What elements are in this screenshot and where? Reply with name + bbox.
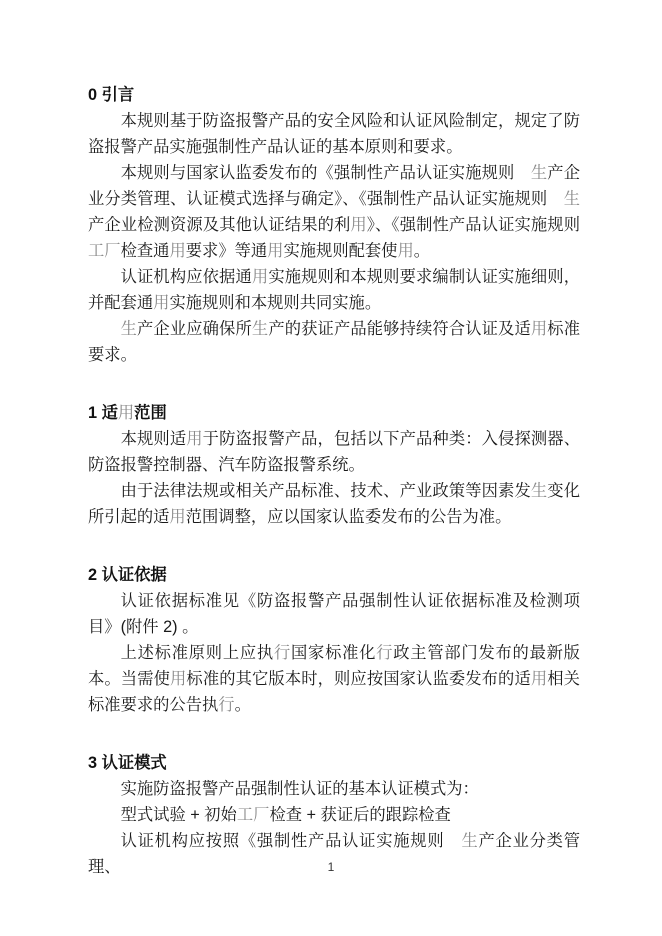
paragraph: 认证机构应依据通用实施规则和本规则要求编制认证实施细则，并配套通用实施规则和本规则共同实施。: [88, 268, 580, 312]
cjk-fallback-char: 用: [530, 320, 548, 338]
paragraph: 由于法律法规或相关产品标准、技术、产业政策等因素发生变化所引起的适用范围调整，应以国家认监委发布的公告为准。: [88, 482, 580, 526]
cjk-fallback-char: 生: [120, 320, 138, 338]
section-heading: 2 认证依据: [88, 566, 167, 584]
document-content: [88, 82, 597, 880]
document-section: [88, 400, 580, 530]
cjk-fallback-char: 行: [376, 644, 394, 662]
cjk-fallback-char: 用: [350, 216, 367, 234]
section-heading: 0 引言: [88, 86, 135, 104]
page-number: 1: [327, 860, 335, 874]
paragraph: 实施防盗报警产品强制性认证的基本认证模式为：: [120, 780, 479, 798]
cjk-fallback-char: 用: [169, 242, 186, 260]
cjk-fallback-char: 生: [461, 832, 479, 850]
document-section: [88, 562, 580, 718]
cjk-fallback-char: 用: [169, 508, 186, 526]
cjk-fallback-char: 用: [267, 242, 284, 260]
cjk-fallback-char: 工: [236, 806, 254, 824]
section-heading: 3 认证模式: [88, 754, 167, 772]
paragraph: 生产企业应确保所生产的获证产品能够持续符合认证及适用标准要求。: [88, 320, 580, 364]
cjk-fallback-char: 用: [397, 242, 414, 260]
cjk-fallback-char: 用: [153, 294, 170, 312]
paragraph: 本规则与国家认监委发布的《强制性产品认证实施规则 生产企业分类管理、认证模式选择与确定》、《强制性产品认证实施规则 生产企业检测资源及其他认证结果的利用》、《强制性产品认证实施规则 工厂检查通用要求》等通用实施规则配套使用。: [88, 164, 597, 260]
cjk-fallback-char: 生: [530, 164, 548, 182]
cjk-fallback-char: 用: [186, 430, 203, 448]
document-section: [88, 82, 597, 368]
section-heading: 1 适用范围: [88, 404, 167, 422]
paragraph: 本规则适用于防盗报警产品，包括以下产品种类：入侵探测器、防盗报警控制器、汽车防盗报警系统。: [88, 430, 580, 474]
cjk-fallback-char: 工: [88, 242, 105, 260]
cjk-fallback-char: 生: [251, 320, 269, 338]
cjk-fallback-char: 行: [273, 644, 292, 662]
cjk-fallback-char: 厂: [104, 242, 121, 260]
paragraph: 认证机构应按照《强制性产品认证实施规则 生产企业分类管理、: [88, 832, 580, 876]
paragraph: 上述标准原则上应执行国家标准化行政主管部门发布的最新版本。当需使用标准的其它版本时，则应按国家认监委发布的适用相关标准要求的公告执行。: [88, 644, 580, 714]
cjk-fallback-char: 用: [251, 268, 269, 286]
paragraph: 本规则基于防盗报警产品的安全风险和认证风险制定，规定了防盗报警产品实施强制性产品认证的基本原则和要求。: [88, 112, 580, 156]
cjk-fallback-char: 生: [563, 190, 580, 208]
cjk-fallback-char: 行: [218, 696, 235, 714]
cjk-fallback-char: 用: [117, 404, 135, 422]
cjk-fallback-char: 厂: [253, 806, 270, 824]
cjk-fallback-char: 用: [170, 670, 187, 688]
cjk-fallback-char: 用: [530, 670, 548, 688]
cjk-fallback-char: 生: [530, 482, 548, 500]
paragraph: 认证依据标准见《防盗报警产品强制性认证依据标准及检测项目》(附件 2) 。: [88, 592, 580, 636]
paragraph: 型式试验 + 初始工厂检查 + 获证后的跟踪检查: [120, 806, 451, 824]
